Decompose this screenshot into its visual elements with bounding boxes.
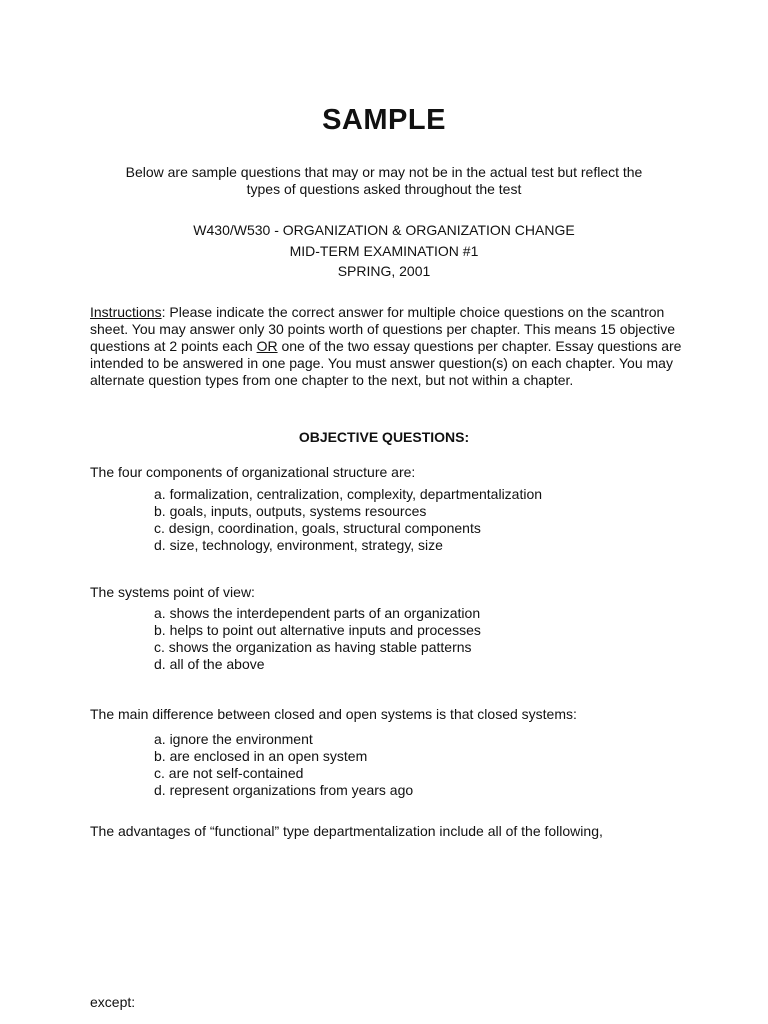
option-2d: d. all of the above (154, 656, 265, 672)
option-3b: b. are enclosed in an open system (154, 748, 368, 764)
instructions-paragraph (90, 304, 690, 389)
instructions-label: Instructions (90, 304, 162, 320)
question-2-options (154, 605, 481, 673)
option-2a: a. shows the interdependent parts of an organization (154, 605, 481, 621)
option-2b: b. helps to point out alternative inputs and processes (154, 622, 481, 638)
course-title: W430/W530 - ORGANIZATION & ORGANIZATION CHANGE (193, 222, 575, 238)
option-1b: b. goals, inputs, outputs, systems resources (154, 503, 427, 519)
question-3-options (154, 731, 413, 799)
question-3-text: The main difference between closed and open systems is that closed systems: (90, 706, 577, 722)
option-1c: c. design, coordination, goals, structural components (154, 520, 481, 536)
option-3c: c. are not self-contained (154, 765, 304, 781)
question-2-text: The systems point of view: (90, 584, 255, 600)
intro-line-1: Below are sample questions that may or may not be in the actual test but reflect the (125, 164, 643, 180)
exam-name: MID-TERM EXAMINATION #1 (289, 243, 479, 259)
intro-line-2: types of questions asked throughout the test (246, 181, 522, 197)
option-1a: a. formalization, centralization, complexity, departmentalization (154, 486, 543, 502)
question-4-text: The advantages of “functional” type departmentalization include all of the following, (90, 823, 603, 839)
instructions-text-2: one of the two essay questions per chapter. Essay questions are intended to be answered in one page. You must answer question(s) on each chapter. You may alternate question types from one chapter to the next, but not within a chapter. (90, 338, 682, 388)
trailing-text: except: (90, 994, 136, 1010)
exam-term: SPRING, 2001 (337, 263, 431, 279)
question-1-options (154, 486, 542, 554)
instructions-or: OR (256, 338, 278, 354)
option-2c: c. shows the organization as having stable patterns (154, 639, 472, 655)
page-title: SAMPLE (322, 104, 446, 136)
option-3a: a. ignore the environment (154, 731, 313, 747)
option-1d: d. size, technology, environment, strategy, size (154, 537, 443, 553)
section-heading: OBJECTIVE QUESTIONS: (298, 429, 470, 445)
option-3d: d. represent organizations from years ago (154, 782, 414, 798)
instructions-text-1: : Please indicate the correct answer for multiple choice questions on the scantron sheet. You may answer only 30 points worth of questions per chapter. This means 15 objective questions at 2 points each (90, 304, 675, 354)
question-1-text: The four components of organizational structure are: (90, 464, 416, 480)
